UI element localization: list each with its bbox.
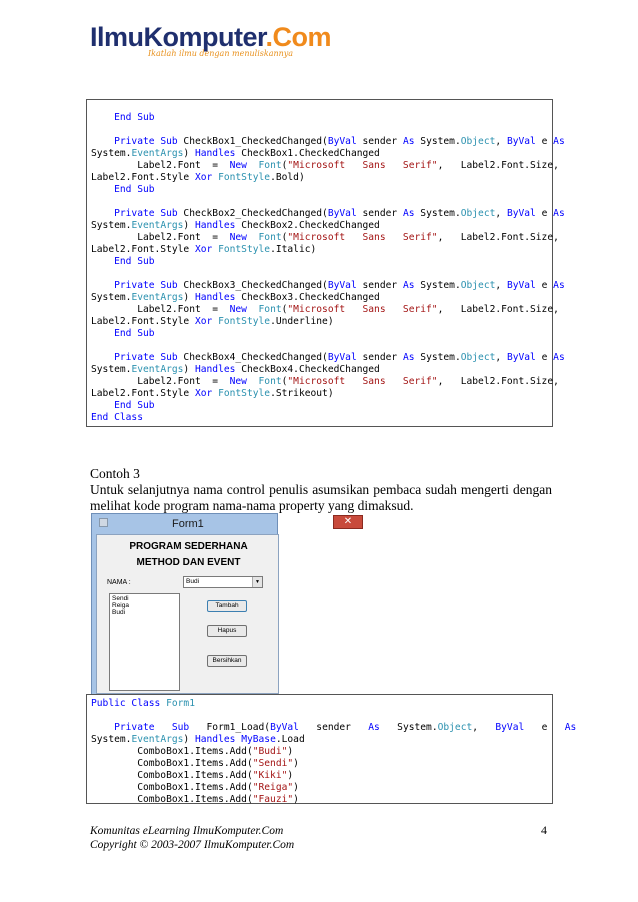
code-token: System. xyxy=(414,136,461,147)
code-token: Xor xyxy=(194,316,213,327)
code-token: , xyxy=(495,208,507,219)
logo-text-main: IlmuKomputer xyxy=(90,22,266,52)
code-token: As xyxy=(368,722,380,733)
code-token: Label2.Font.Style xyxy=(91,172,195,183)
code-token: CheckBox3_CheckedChanged( xyxy=(177,280,328,291)
code-token: e xyxy=(535,352,554,363)
code-token: e xyxy=(535,208,554,219)
code-token: Font xyxy=(258,376,282,387)
code-token xyxy=(91,722,114,733)
code-token: ( xyxy=(281,376,288,387)
code-token: "Microsoft Sans Serif" xyxy=(287,160,438,171)
code-block-form-load xyxy=(86,694,577,805)
code-token: CheckBox2_CheckedChanged( xyxy=(177,208,328,219)
code-token: New xyxy=(229,232,247,243)
code-token xyxy=(247,376,259,387)
code-token: Form1_Load( xyxy=(189,722,271,733)
code-token: End Sub xyxy=(114,328,155,339)
code-token: sender xyxy=(356,280,403,291)
code-token: Label2.Font.Style xyxy=(91,244,195,255)
code-token: End Class xyxy=(91,412,143,423)
code-token: "Sendi" xyxy=(252,758,294,769)
code-token: Object xyxy=(460,280,496,291)
code-token: System. xyxy=(414,208,461,219)
code-token: End Sub xyxy=(114,112,155,123)
code-token: EventArgs xyxy=(131,734,184,745)
code-token: .Italic) xyxy=(270,244,317,255)
code-token: , Label2.Font.Size, xyxy=(437,160,559,171)
code-token: EventArgs xyxy=(131,292,184,303)
tambah-button[interactable]: Tambah xyxy=(207,600,247,612)
code-token: Xor xyxy=(194,172,213,183)
code-token xyxy=(155,722,172,733)
code-token: New xyxy=(229,304,247,315)
code-token: "Microsoft Sans Serif" xyxy=(287,304,438,315)
code-token: Sub xyxy=(171,722,190,733)
code-token: Label2.Font = xyxy=(91,304,230,315)
code-token: System. xyxy=(91,292,132,303)
code-token: sender xyxy=(356,352,403,363)
code-token: ) xyxy=(183,292,195,303)
code-token: As xyxy=(564,722,577,733)
code-token: ByVal xyxy=(506,208,536,219)
code-token: As xyxy=(553,280,565,291)
code-token: Private Sub xyxy=(114,280,178,291)
close-icon[interactable]: ✕ xyxy=(333,515,363,529)
code-token: ComboBox1.Items.Add( xyxy=(91,794,253,805)
code-token: "Reiga" xyxy=(252,782,294,793)
code-token xyxy=(91,400,114,411)
code-token: ) xyxy=(183,148,195,159)
form-heading-1: PROGRAM SEDERHANA xyxy=(129,541,248,552)
code-token: .Load xyxy=(275,734,305,745)
code-token: Object xyxy=(437,722,473,733)
form-heading-2: METHOD DAN EVENT xyxy=(136,557,241,568)
code-token: FontStyle xyxy=(218,172,271,183)
code-token: ) xyxy=(293,758,299,769)
code-token: End Sub xyxy=(114,184,155,195)
code-token: FontStyle xyxy=(218,244,271,255)
code-token: Private xyxy=(114,722,155,733)
site-logo xyxy=(90,22,390,62)
code-token: MyBase xyxy=(241,734,276,745)
code-token: , xyxy=(472,722,496,733)
code-token xyxy=(91,280,114,291)
list-item[interactable]: Budi xyxy=(112,609,126,616)
code-text xyxy=(87,695,577,806)
form-window-icon xyxy=(99,518,108,527)
code-token: System. xyxy=(91,364,132,375)
code-token: Handles xyxy=(194,292,236,303)
code-token: .Underline) xyxy=(270,316,334,327)
code-token: "Budi" xyxy=(252,746,288,757)
code-token: ByVal xyxy=(327,136,357,147)
code-token: Private Sub xyxy=(114,352,178,363)
logo-tagline: Ikatlah ilmu dengan menuliskannya xyxy=(148,49,294,58)
form-title: Form1 xyxy=(172,518,204,530)
code-token: Label2.Font = xyxy=(91,160,230,171)
code-token xyxy=(91,208,114,219)
logo-text-domain: .Com xyxy=(265,22,332,52)
code-token: Label2.Font = xyxy=(91,376,230,387)
code-token: Label2.Font.Style xyxy=(91,388,195,399)
body-text-line-1: Untuk selanjutnya nama control penulis asumsikan pembaca sudah mengerti dengan xyxy=(90,482,552,497)
code-token: "Fauzi" xyxy=(252,794,294,805)
code-token: Object xyxy=(460,136,496,147)
code-token: , Label2.Font.Size, xyxy=(437,376,559,387)
name-label: NAMA : xyxy=(107,579,131,586)
code-token: Private Sub xyxy=(114,208,178,219)
code-token: ( xyxy=(281,160,288,171)
code-token: EventArgs xyxy=(131,220,184,231)
chevron-down-icon[interactable]: ▼ xyxy=(252,577,262,587)
section-heading: Contoh 3 xyxy=(90,466,140,481)
code-token: As xyxy=(402,208,415,219)
code-token: End Sub xyxy=(114,400,155,411)
form-screenshot xyxy=(91,513,353,695)
code-token: ComboBox1.Items.Add( xyxy=(91,770,253,781)
code-token: , xyxy=(495,280,507,291)
code-token: Handles xyxy=(194,220,236,231)
code-token: .Bold) xyxy=(270,172,305,183)
code-token: Handles xyxy=(194,734,236,745)
code-token: "Microsoft Sans Serif" xyxy=(287,232,438,243)
code-block-checkbox-handlers xyxy=(86,99,565,427)
code-token: Handles xyxy=(194,364,236,375)
code-token: "Microsoft Sans Serif" xyxy=(287,376,438,387)
code-token: sender xyxy=(356,208,403,219)
code-token: .Strikeout) xyxy=(270,388,334,399)
code-token: Font xyxy=(258,232,282,243)
code-token: As xyxy=(402,352,415,363)
code-token: ByVal xyxy=(270,722,299,733)
code-token: As xyxy=(553,136,565,147)
code-token: CheckBox4_CheckedChanged( xyxy=(177,352,328,363)
code-token: End Sub xyxy=(114,256,155,267)
code-token: EventArgs xyxy=(131,148,184,159)
code-token: , xyxy=(495,136,507,147)
code-token: CheckBox1_CheckedChanged( xyxy=(177,136,328,147)
code-token: ( xyxy=(281,232,288,243)
code-token xyxy=(91,328,114,339)
code-token: e xyxy=(524,722,565,733)
code-token: Label2.Font = xyxy=(91,232,230,243)
code-token xyxy=(247,160,259,171)
code-token: As xyxy=(402,280,415,291)
code-token: ) xyxy=(183,364,195,375)
code-token: ComboBox1.Items.Add( xyxy=(91,758,253,769)
code-token: Xor xyxy=(194,244,213,255)
code-token: e xyxy=(535,136,554,147)
code-token xyxy=(91,112,114,123)
code-token xyxy=(247,304,259,315)
code-token: , Label2.Font.Size, xyxy=(437,232,559,243)
code-token: Object xyxy=(460,208,496,219)
code-token: ComboBox1.Items.Add( xyxy=(91,746,253,757)
code-token xyxy=(91,352,114,363)
code-token: As xyxy=(553,352,565,363)
combobox-value: Budi xyxy=(186,578,200,585)
code-token: ByVal xyxy=(495,722,525,733)
code-token: Xor xyxy=(194,388,213,399)
bersihkan-button[interactable]: Bersihkan xyxy=(207,655,247,667)
footer-copyright: Copyright © 2003-2007 IlmuKomputer.Com xyxy=(90,839,295,851)
code-token: FontStyle xyxy=(218,388,271,399)
code-token: Private Sub xyxy=(114,136,178,147)
code-token: ByVal xyxy=(327,208,357,219)
code-token: System. xyxy=(91,148,132,159)
footer-community: Komunitas eLearning IlmuKomputer.Com xyxy=(90,825,284,837)
code-token: ) xyxy=(287,770,294,781)
code-token: ByVal xyxy=(327,280,357,291)
code-token: As xyxy=(553,208,565,219)
code-token: As xyxy=(402,136,415,147)
code-token: sender xyxy=(356,136,403,147)
code-token: ) xyxy=(293,782,299,793)
code-token xyxy=(91,136,114,147)
code-token: Font xyxy=(258,304,282,315)
page-number: 4 xyxy=(541,823,547,837)
code-token: ) xyxy=(293,794,299,805)
code-token xyxy=(247,232,259,243)
list-item[interactable]: Reiga xyxy=(112,602,129,609)
code-token xyxy=(91,184,114,195)
code-token: ByVal xyxy=(327,352,357,363)
code-token: CheckBox4.CheckedChanged xyxy=(235,364,380,375)
code-token: CheckBox2.CheckedChanged xyxy=(235,220,380,231)
code-token: FontStyle xyxy=(218,316,271,327)
code-token: ) xyxy=(183,220,195,231)
name-combobox[interactable] xyxy=(183,576,263,588)
code-token: CheckBox3.CheckedChanged xyxy=(235,292,380,303)
code-token: Object xyxy=(460,352,496,363)
name-listbox[interactable] xyxy=(109,593,180,691)
code-token: Form1 xyxy=(166,698,195,709)
code-token: sender xyxy=(298,722,369,733)
code-token: System. xyxy=(91,734,132,745)
code-text xyxy=(87,100,565,424)
code-token: ComboBox1.Items.Add( xyxy=(91,782,253,793)
hapus-button[interactable]: Hapus xyxy=(207,625,247,637)
code-token: EventArgs xyxy=(131,364,184,375)
body-text-line-2: melihat kode program nama-nama property yang dimaksud. xyxy=(90,498,414,513)
code-token: System. xyxy=(414,352,461,363)
code-token: , Label2.Font.Size, xyxy=(437,304,559,315)
code-token: , xyxy=(495,352,507,363)
code-token: e xyxy=(535,280,554,291)
code-token: "Kiki" xyxy=(252,770,288,781)
code-token: Font xyxy=(258,160,282,171)
code-token: ) xyxy=(183,734,195,745)
code-token: ) xyxy=(287,746,294,757)
code-token xyxy=(91,256,114,267)
list-item[interactable]: Sendi xyxy=(112,595,129,602)
code-token: ByVal xyxy=(506,352,536,363)
code-token: ByVal xyxy=(506,280,536,291)
code-token: System. xyxy=(379,722,438,733)
code-token: ( xyxy=(281,304,288,315)
code-token: System. xyxy=(414,280,461,291)
code-token: New xyxy=(229,160,247,171)
code-token: New xyxy=(229,376,247,387)
form-client-area xyxy=(96,534,279,694)
code-token: System. xyxy=(91,220,132,231)
code-token: Public Class xyxy=(91,698,161,709)
code-token: Handles xyxy=(194,148,236,159)
code-token: Label2.Font.Style xyxy=(91,316,195,327)
code-token: CheckBox1.CheckedChanged xyxy=(235,148,380,159)
code-token: ByVal xyxy=(506,136,536,147)
